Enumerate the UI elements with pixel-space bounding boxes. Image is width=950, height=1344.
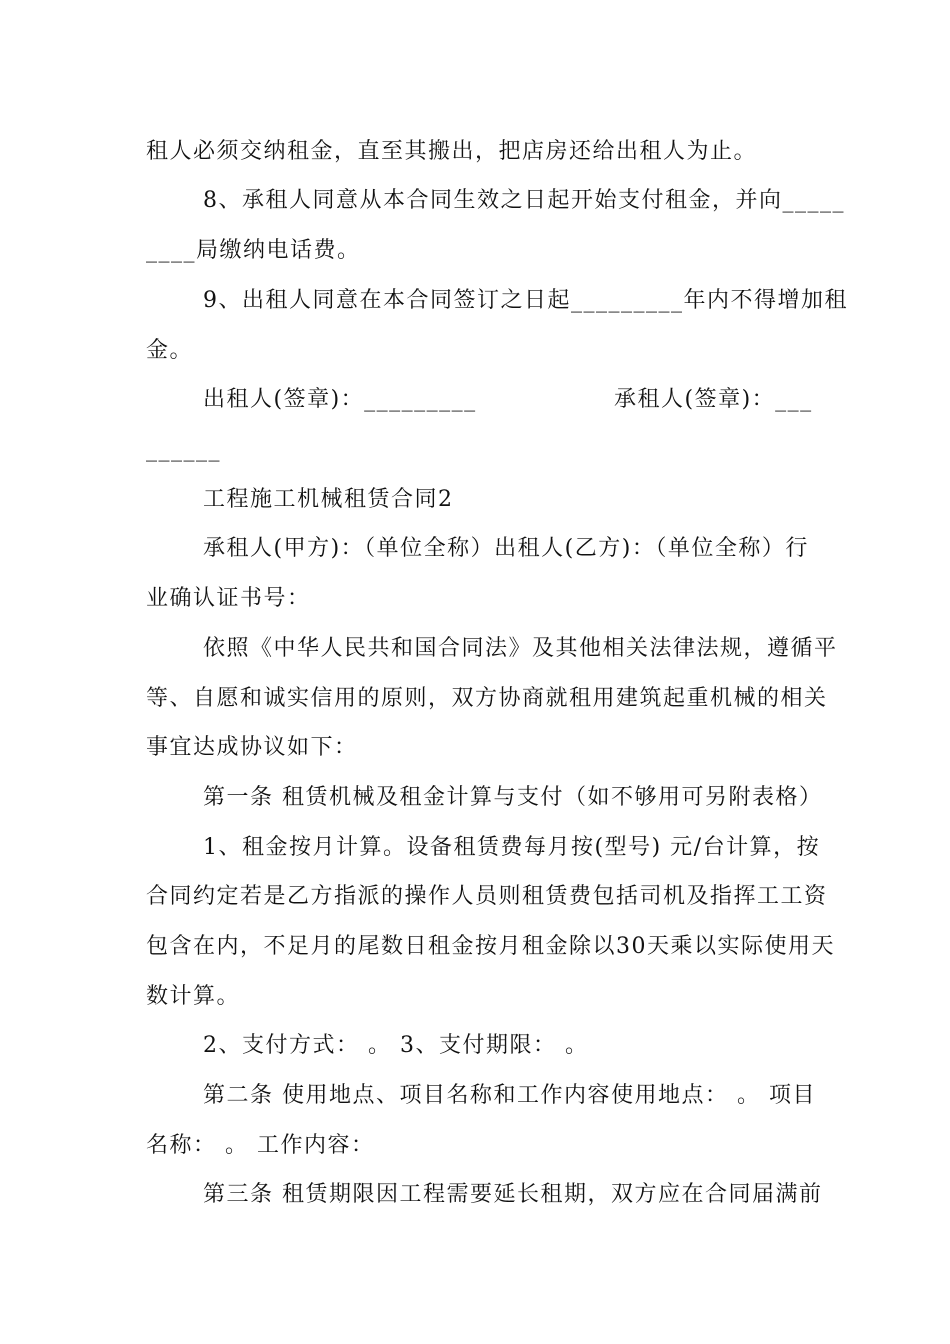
text-line: 合同约定若是乙方指派的操作人员则租赁费包括司机及指挥工工资 <box>146 884 828 909</box>
text-line: 依照《中华人民共和国合同法》及其他相关法律法规，遵循平 <box>203 636 838 661</box>
lessee-signature-line: 承租人(签章)：___ <box>614 387 813 412</box>
article-heading: 第二条 使用地点、项目名称和工作内容使用地点： 。 项目 <box>203 1083 816 1108</box>
text-line: 8、承租人同意从本合同生效之日起开始支付租金，并向_____ <box>203 188 845 213</box>
text-line: 承租人(甲方)：（单位全称）出租人(乙方)：（单位全称）行 <box>203 536 809 561</box>
text-line: 2、支付方式： 。 3、支付期限： 。 <box>203 1033 589 1058</box>
text-line: 事宜达成协议如下： <box>146 735 358 760</box>
text-line: 1、租金按月计算。设备租赁费每月按(型号) 元/台计算，按 <box>203 835 821 860</box>
text-line: ____局缴纳电话费。 <box>146 238 361 263</box>
text-line: 业确认证书号： <box>146 586 311 611</box>
text-line: 包含在内，不足月的尾数日租金按月租金除以30天乘以实际使用天 <box>146 934 835 959</box>
article-heading: 第三条 租赁期限因工程需要延长租期，双方应在合同届满前 <box>203 1182 823 1207</box>
text-line: 等、自愿和诚实信用的原则，双方协商就租用建筑起重机械的相关 <box>146 686 828 711</box>
text-line: 9、出租人同意在本合同签订之日起_________年内不得增加租 <box>203 288 848 313</box>
text-line: 名称： 。 工作内容： <box>146 1133 375 1158</box>
text-line: ______ <box>146 437 221 462</box>
contract-title: 工程施工机械租赁合同2 <box>203 487 454 512</box>
text-line: 租人必须交纳租金，直至其搬出，把店房还给出租人为止。 <box>146 139 758 164</box>
lessor-signature-line: 出租人(签章)：_________ <box>203 387 477 412</box>
text-line: 金。 <box>146 338 194 363</box>
article-heading: 第一条 租赁机械及租金计算与支付（如不够用可另附表格） <box>203 785 823 810</box>
text-line: 数计算。 <box>146 984 241 1009</box>
